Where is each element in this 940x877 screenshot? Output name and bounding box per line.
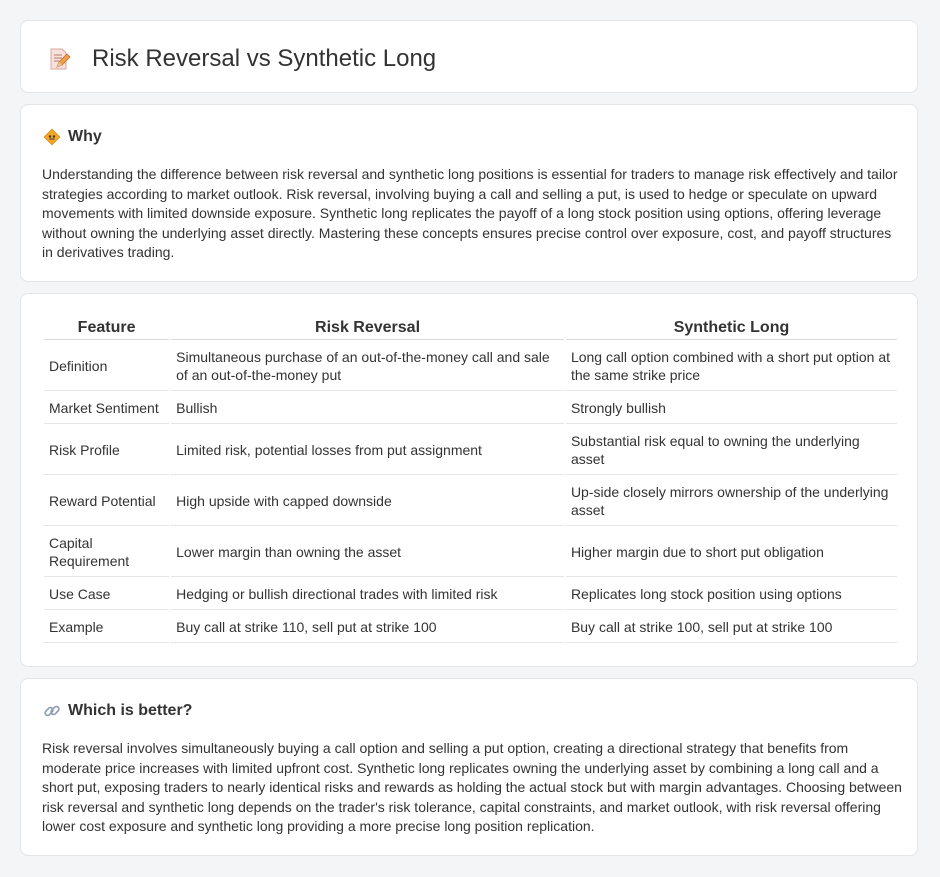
synthetic-long-cell: Higher margin due to short put obligation (566, 528, 897, 577)
why-text: Understanding the difference between risk reversal and synthetic long positions is essential for traders to manage risk effectively and tailor strategies according to market outlook. Risk reversal, involving buying a call and selling a put, is used to hedge or speculate on upward movements with limited downside exposure. Synthetic long replicates the payoff of a long stock position using options, offering leverage without owning the underlying asset directly. Mastering these concepts ensures precise control over exposure, cost, and payoff structures in derivatives trading. (42, 166, 898, 261)
risk-reversal-cell: High upside with capped downside (171, 477, 564, 526)
synthetic-long-cell: Up-side closely mirrors ownership of the underlying asset (566, 477, 897, 526)
better-title: Which is better? (68, 702, 193, 719)
feature-cell: Definition (44, 342, 169, 391)
synthetic-long-cell: Substantial risk equal to owning the underlying asset (566, 426, 897, 475)
feature-cell: Use Case (44, 579, 169, 610)
page-title: Risk Reversal vs Synthetic Long (92, 45, 437, 72)
risk-reversal-cell: Buy call at strike 110, sell put at strike 100 (171, 612, 564, 643)
table-row (44, 393, 897, 424)
why-heading (43, 128, 102, 146)
better-card (20, 678, 918, 856)
synthetic-long-cell: Long call option combined with a short put option at the same strike price (566, 342, 897, 391)
table-header-row (44, 316, 897, 340)
table-row (44, 342, 897, 391)
risk-reversal-cell: Limited risk, potential losses from put assignment (171, 426, 564, 475)
risk-reversal-cell: Lower margin than owning the asset (171, 528, 564, 577)
pencil-document-icon (47, 47, 71, 71)
table-row (44, 612, 897, 643)
diamond-sign-icon (43, 128, 61, 146)
feature-cell: Capital Requirement (44, 528, 169, 577)
link-icon (43, 702, 61, 720)
comparison-card (20, 293, 918, 667)
risk-reversal-cell: Simultaneous purchase of an out-of-the-money call and sale of an out-of-the-money put (171, 342, 564, 391)
table-row (44, 579, 897, 610)
table-row (44, 477, 897, 526)
risk-reversal-cell: Bullish (171, 393, 564, 424)
feature-cell: Example (44, 612, 169, 643)
title-row (47, 45, 436, 73)
feature-cell: Reward Potential (44, 477, 169, 526)
table-row (44, 528, 897, 577)
better-text: Risk reversal involves simultaneously buying a call option and selling a put option, creating a directional strategy that benefits from moderate price increases with limited upfront cost. Synthetic long replicates owning the underlying asset by combining a long call and a short put, exposing traders to nearly identical risks and rewards as holding the actual stock but with margin advantages. Choosing between risk reversal and synthetic long depends on the trader's risk tolerance, capital constraints, and market outlook, with risk reversal offering lower cost exposure and synthetic long providing a more precise long position replication. (42, 740, 902, 835)
synthetic-long-cell: Replicates long stock position using options (566, 579, 897, 610)
header-feature: Feature (44, 316, 169, 340)
why-title: Why (68, 128, 102, 145)
feature-cell: Market Sentiment (44, 393, 169, 424)
header-risk-reversal: Risk Reversal (171, 316, 564, 340)
feature-cell: Risk Profile (44, 426, 169, 475)
header-synthetic-long: Synthetic Long (566, 316, 897, 340)
title-card (20, 20, 918, 93)
better-heading (43, 702, 192, 720)
synthetic-long-cell: Buy call at strike 100, sell put at strike 100 (566, 612, 897, 643)
why-card (20, 104, 918, 282)
synthetic-long-cell: Strongly bullish (566, 393, 897, 424)
table-row (44, 426, 897, 475)
comparison-table (42, 314, 899, 645)
risk-reversal-cell: Hedging or bullish directional trades with limited risk (171, 579, 564, 610)
